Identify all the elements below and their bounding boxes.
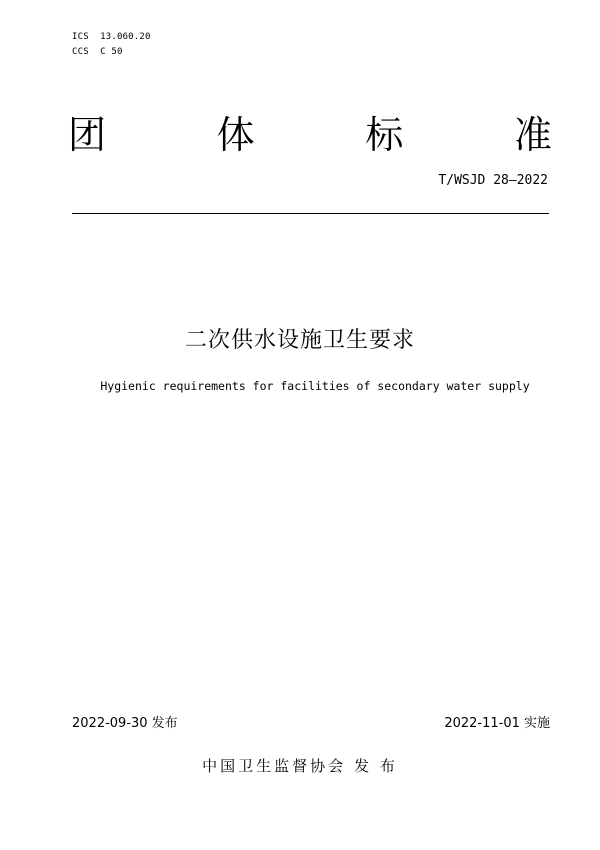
standard-number: T/WSJD 28—2022 — [438, 173, 548, 188]
document-title-english: Hygienic requirements for facilities of secondary water supply — [100, 379, 530, 393]
implement-date: 2022-11-01 实施 — [444, 716, 550, 731]
classification-codes — [72, 30, 151, 60]
publisher-line — [0, 756, 600, 776]
publisher-action: 发 布 — [354, 757, 398, 775]
title-char-1: 团 — [68, 113, 107, 157]
title-char-3: 标 — [365, 113, 404, 157]
title-char-2: 体 — [216, 113, 255, 157]
header-divider — [72, 213, 549, 214]
ics-code: ICS 13.060.20 — [72, 32, 151, 42]
document-title-chinese: 二次供水设施卫生要求 — [184, 328, 415, 353]
publish-date: 2022-09-30 发布 — [72, 716, 178, 731]
publisher-name: 中国卫生监督协会 — [202, 757, 347, 775]
standard-type-title — [68, 110, 552, 160]
ccs-code: CCS C 50 — [72, 47, 123, 57]
title-char-4: 准 — [513, 113, 552, 157]
